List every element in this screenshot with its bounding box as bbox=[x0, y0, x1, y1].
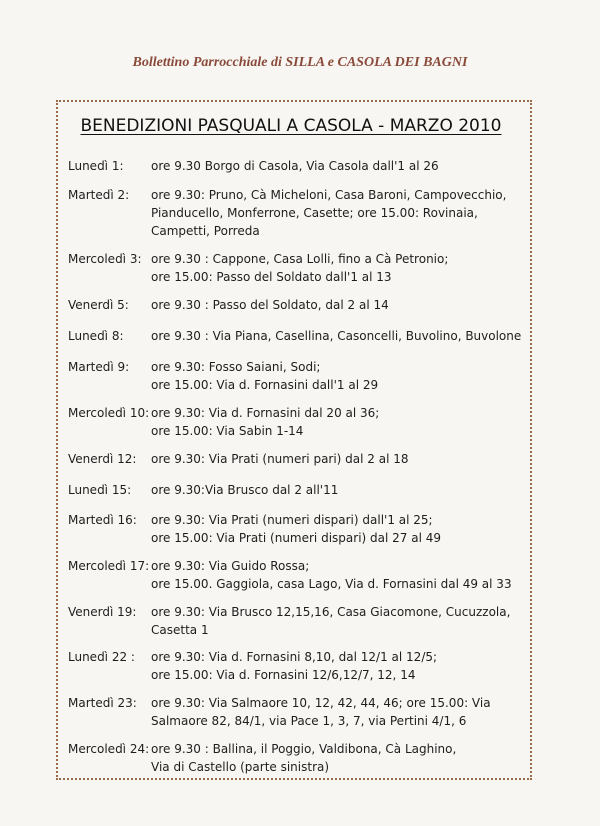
schedule-entry bbox=[68, 603, 523, 639]
entry-line: Via di Castello (parte sinistra) bbox=[151, 760, 330, 774]
entry-line: ore 15.00: Via Prati (numeri dispari) dal 27 al 49 bbox=[151, 531, 441, 545]
entry-day: Martedì 23: bbox=[68, 696, 137, 710]
entry-line: ore 9.30 : Via Piana, Casellina, Casoncelli, Buvolino, Buvolone bbox=[151, 329, 522, 343]
schedule-entry bbox=[68, 557, 523, 593]
entry-line: ore 9.30: Pruno, Cà Micheloni, Casa Baroni, Campovecchio, bbox=[151, 188, 507, 202]
entry-line: ore 15.00: Via d. Fornasini dall'1 al 29 bbox=[151, 378, 379, 392]
entry-day: Martedì 2: bbox=[68, 188, 130, 202]
title-text: BENEDIZIONI PASQUALI A CASOLA - MARZO 2010 bbox=[80, 116, 502, 136]
entry-day: Lunedì 22 : bbox=[68, 650, 135, 664]
bulletin-header: Bollettino Parrocchiale di SILLA e CASOLA DEI BAGNI bbox=[132, 55, 468, 70]
entry-line: ore 9.30 : Passo del Soldato, dal 2 al 14 bbox=[151, 298, 389, 312]
entry-line: ore 15.00. Gaggiola, casa Lago, Via d. Fornasini dal 49 al 33 bbox=[151, 577, 512, 591]
entry-day: Venerdì 19: bbox=[68, 605, 137, 619]
entry-line: ore 15.00: Passo del Soldato dall'1 al 13 bbox=[151, 270, 392, 284]
entry-day: Mercoledì 10: bbox=[68, 406, 150, 420]
entry-line: ore 9.30: Via Brusco 12,15,16, Casa Giacomone, Cucuzzola, bbox=[151, 605, 511, 619]
schedule-entry bbox=[68, 157, 523, 175]
entry-day: Lunedì 1: bbox=[68, 159, 124, 173]
schedule-entry bbox=[68, 481, 523, 499]
entry-details bbox=[151, 250, 523, 286]
entry-details bbox=[151, 450, 523, 468]
schedule-entry bbox=[68, 740, 523, 776]
entry-line: ore 9.30:Via Brusco dal 2 all'11 bbox=[151, 483, 339, 497]
entry-details bbox=[151, 557, 523, 593]
entry-details bbox=[151, 186, 523, 240]
schedule-entry bbox=[68, 450, 523, 468]
entry-day: Martedì 9: bbox=[68, 360, 130, 374]
entry-details bbox=[151, 740, 523, 776]
entry-line: ore 9.30 : Cappone, Casa Lolli, fino a Cà Petronio; bbox=[151, 252, 449, 266]
schedule-entry bbox=[68, 296, 523, 314]
entry-line: ore 15.00: Via Sabin 1-14 bbox=[151, 424, 304, 438]
entry-day: Lunedì 15: bbox=[68, 483, 132, 497]
schedule-entry bbox=[68, 358, 523, 394]
entry-line: ore 9.30 : Ballina, il Poggio, Valdibona, Cà Laghino, bbox=[151, 742, 457, 756]
entry-line: Pianducello, Monferrone, Casette; ore 15.00: Rovinaia, bbox=[151, 206, 478, 220]
entry-day: Venerdì 12: bbox=[68, 452, 137, 466]
entry-line: ore 15.00: Via d. Fornasini 12/6,12/7, 12, 14 bbox=[151, 668, 416, 682]
entry-details bbox=[151, 404, 523, 440]
entry-line: ore 9.30: Via Salmaore 10, 12, 42, 44, 46; ore 15.00: Via bbox=[151, 696, 491, 710]
entry-line: ore 9.30: Fosso Saiani, Sodi; bbox=[151, 360, 321, 374]
entry-details bbox=[151, 648, 523, 684]
document-title bbox=[0, 116, 582, 136]
entry-details bbox=[151, 157, 523, 175]
entry-line: ore 9.30 Borgo di Casola, Via Casola dall'1 al 26 bbox=[151, 159, 439, 173]
entry-details bbox=[151, 327, 523, 345]
entry-day: Mercoledì 17: bbox=[68, 559, 150, 573]
entry-details bbox=[151, 694, 523, 730]
entry-day: Lunedì 8: bbox=[68, 329, 124, 343]
entry-details bbox=[151, 603, 523, 639]
entry-details bbox=[151, 296, 523, 314]
entry-day: Martedì 16: bbox=[68, 513, 137, 527]
entry-details bbox=[151, 358, 523, 394]
schedule-entry bbox=[68, 404, 523, 440]
entry-day: Mercoledì 24: bbox=[68, 742, 150, 756]
entry-line: ore 9.30: Via Guido Rossa; bbox=[151, 559, 310, 573]
entry-day: Venerdì 5: bbox=[68, 298, 129, 312]
schedule-entry bbox=[68, 648, 523, 684]
entry-line: ore 9.30: Via d. Fornasini dal 20 al 36; bbox=[151, 406, 380, 420]
entry-line: ore 9.30: Via Prati (numeri dispari) dall'1 al 25; bbox=[151, 513, 433, 527]
entry-day: Mercoledì 3: bbox=[68, 252, 142, 266]
entry-line: ore 9.30: Via Prati (numeri pari) dal 2 al 18 bbox=[151, 452, 409, 466]
schedule-entry bbox=[68, 694, 523, 730]
entry-line: ore 9.30: Via d. Fornasini 8,10, dal 12/1 al 12/5; bbox=[151, 650, 438, 664]
entry-line: Salmaore 82, 84/1, via Pace 1, 3, 7, via Pertini 4/1, 6 bbox=[151, 714, 467, 728]
entry-line: Campetti, Porreda bbox=[151, 224, 260, 238]
entry-details bbox=[151, 481, 523, 499]
schedule-entry bbox=[68, 250, 523, 286]
schedule-entry bbox=[68, 511, 523, 547]
schedule-entry bbox=[68, 327, 523, 345]
entry-details bbox=[151, 511, 523, 547]
schedule-entry bbox=[68, 186, 523, 240]
entry-line: Casetta 1 bbox=[151, 623, 209, 637]
